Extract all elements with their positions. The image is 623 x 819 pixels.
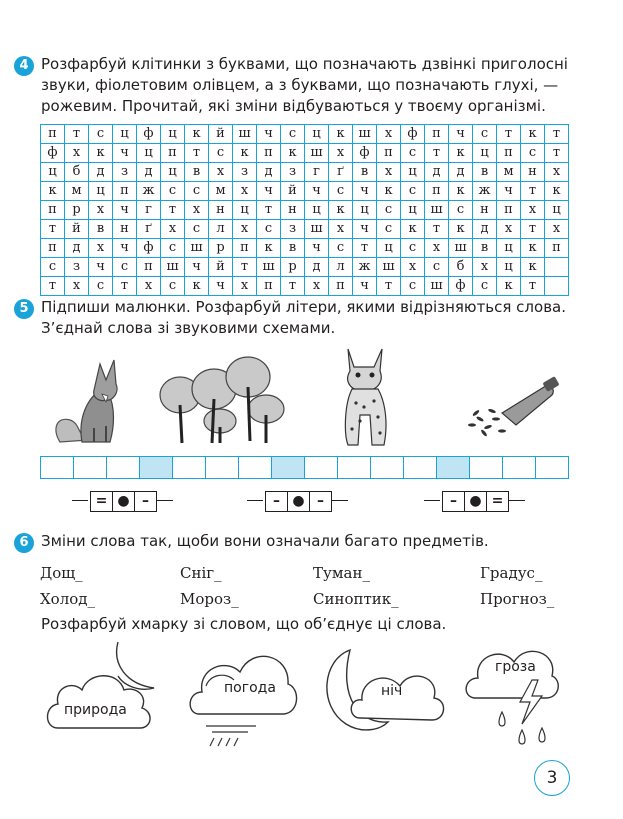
scheme-1-trailer [157,500,173,501]
letter-cell[interactable]: ч [353,182,377,201]
letter-cell[interactable]: ф [353,144,377,163]
letter-grid-row [41,163,569,182]
task-4-badge: 4 [14,56,34,76]
word-hradus: Градус_ [480,564,543,582]
letter-cell[interactable]: с [401,144,425,163]
sound-scheme-1 [90,491,157,512]
letter-box[interactable] [536,457,569,479]
letter-cell[interactable]: с [41,258,65,277]
task-6-instruction-2: Розфарбуй хмарку зі словом, що об’єднує ці слова. [41,615,447,633]
letter-cell[interactable]: с [473,125,497,144]
letter-cell[interactable]: в [473,239,497,258]
letter-cell[interactable]: п [41,125,65,144]
letter-cell[interactable]: ф [41,144,65,163]
letter-box[interactable] [338,457,371,479]
letter-cell[interactable]: т [257,201,281,220]
letter-cell[interactable]: ц [233,201,257,220]
word-dosch: Дощ_ [40,564,83,582]
letter-cell[interactable]: й [209,125,233,144]
scheme-2-cell: ● [288,492,310,511]
letter-cell[interactable]: ж [473,182,497,201]
cloud-nich-label: ніч [381,683,403,699]
scheme-1-cell: ● [113,492,135,511]
sound-scheme-3 [442,491,509,512]
letter-grid-row [41,277,569,296]
letter-cell[interactable]: с [329,182,353,201]
letter-cell[interactable]: т [497,125,521,144]
letter-cell[interactable]: п [425,125,449,144]
letter-cell[interactable]: д [89,163,113,182]
letter-cell[interactable]: ш [233,125,257,144]
letter-cell[interactable]: п [233,239,257,258]
letter-cell[interactable]: х [545,220,569,239]
letter-cell[interactable]: ч [257,182,281,201]
letter-cell[interactable]: к [449,144,473,163]
letter-cell[interactable]: т [41,277,65,296]
letter-cell[interactable]: ж [137,182,161,201]
word-snih: Сніг_ [180,564,222,582]
scheme-2-cell: – [317,493,324,509]
letter-cell[interactable]: с [161,182,185,201]
letter-cell[interactable]: ш [425,277,449,296]
letter-cell[interactable]: х [329,144,353,163]
scheme-3-cell: = [491,493,504,509]
letter-cell[interactable]: х [233,277,257,296]
letter-cell[interactable]: м [209,182,233,201]
letter-cell[interactable]: л [209,220,233,239]
task-5-instruction [41,297,566,339]
letter-cell[interactable]: д [425,163,449,182]
letter-cell[interactable]: н [473,201,497,220]
letter-cell[interactable]: к [545,182,569,201]
letter-cell[interactable]: с [161,239,185,258]
letter-cell[interactable]: с [113,258,137,277]
letter-cell[interactable]: р [209,239,233,258]
letter-grid-row [41,125,569,144]
letter-cell[interactable]: т [545,144,569,163]
task-4-line-2: звуки, фіолетовим олівцем, а з буквами, що позначають глухі, — [41,76,559,94]
letter-cell[interactable]: ц [305,125,329,144]
letter-cell[interactable]: ч [449,125,473,144]
letter-cell[interactable]: ч [185,258,209,277]
letter-cell[interactable]: п [425,182,449,201]
task-5-badge: 5 [14,299,34,319]
letter-cell[interactable]: т [521,182,545,201]
letter-cell[interactable]: к [401,220,425,239]
letter-cell[interactable]: с [89,125,113,144]
cloud-pohoda-label: погода [224,680,276,696]
letter-cell[interactable]: ш [257,258,281,277]
letter-cell[interactable]: ґ [137,220,161,239]
scheme-3-trailer [509,500,525,501]
letter-cell[interactable]: т [185,144,209,163]
letter-cell[interactable]: х [89,201,113,220]
letter-cell[interactable]: т [161,201,185,220]
letter-cell[interactable]: к [185,125,209,144]
task-4-line-1: Розфарбуй клітинки з буквами, що позначають дзвінкі приголосні [41,55,568,73]
letter-cell[interactable]: ц [353,201,377,220]
letter-cell[interactable]: з [281,163,305,182]
seeds-picture [462,375,562,439]
letter-cell[interactable]: с [209,144,233,163]
letter-cell[interactable]: ч [353,220,377,239]
task-6-badge: 6 [14,533,34,553]
letter-cell[interactable]: в [353,163,377,182]
letter-cell[interactable]: х [329,220,353,239]
letter-cell[interactable]: х [209,163,233,182]
letter-cell[interactable]: т [41,220,65,239]
letter-grid-row [41,258,569,277]
letter-cell[interactable]: т [545,125,569,144]
letter-cell[interactable]: с [401,277,425,296]
letter-cell[interactable]: к [521,239,545,258]
letter-box[interactable] [371,457,404,479]
letter-box-highlighted[interactable] [140,457,173,479]
letter-cell[interactable]: п [257,144,281,163]
letter-cell[interactable]: п [497,201,521,220]
letter-cell[interactable]: с [89,277,113,296]
letter-grid-row [41,144,569,163]
letter-cell[interactable]: п [257,277,281,296]
letter-box-highlighted[interactable] [437,457,470,479]
letter-cell[interactable]: к [233,144,257,163]
letter-box[interactable] [239,457,272,479]
letter-cell[interactable]: д [65,239,89,258]
letter-cell[interactable]: ц [377,239,401,258]
cloud-hroza[interactable] [462,640,562,750]
lynx-picture [334,345,398,449]
letter-cell[interactable]: п [161,144,185,163]
sound-scheme-2 [265,491,332,512]
letter-cell[interactable]: ж [353,258,377,277]
letter-cell[interactable]: в [281,239,305,258]
letter-cell[interactable]: х [497,220,521,239]
letter-boxes [40,456,569,479]
letter-cell[interactable]: т [377,277,401,296]
letter-cell[interactable]: с [401,239,425,258]
letter-cell[interactable] [545,258,569,277]
letter-cell[interactable]: с [521,144,545,163]
letter-cell[interactable]: п [377,144,401,163]
letter-grid [40,124,569,296]
letter-cell[interactable]: ш [305,144,329,163]
letter-cell[interactable]: с [185,182,209,201]
letter-cell[interactable]: к [185,277,209,296]
scheme-3-leader [424,500,440,501]
letter-cell[interactable]: к [329,201,353,220]
page-number: 3 [534,760,570,796]
letter-cell[interactable]: ц [161,163,185,182]
letter-cell[interactable]: к [41,182,65,201]
letter-cell[interactable]: к [521,258,545,277]
letter-cell[interactable]: с [377,220,401,239]
letter-cell[interactable]: х [521,201,545,220]
letter-cell[interactable]: с [281,125,305,144]
letter-cell[interactable]: в [185,163,209,182]
letter-cell[interactable]: ч [209,277,233,296]
letter-box[interactable] [173,457,206,479]
forest-picture [158,355,288,447]
letter-cell[interactable]: ц [497,239,521,258]
letter-cell[interactable]: ш [185,239,209,258]
letter-cell[interactable]: с [329,239,353,258]
letter-cell[interactable]: т [65,125,89,144]
letter-cell[interactable]: ш [161,258,185,277]
letter-cell[interactable]: с [401,182,425,201]
letter-cell[interactable]: п [497,144,521,163]
word-prohnoz: Прогноз_ [480,590,555,608]
letter-cell[interactable]: ч [305,239,329,258]
letter-cell[interactable]: ц [161,125,185,144]
letter-cell[interactable]: п [113,182,137,201]
letter-cell[interactable]: к [377,182,401,201]
letter-cell[interactable]: к [89,144,113,163]
letter-cell[interactable]: ч [353,277,377,296]
letter-cell[interactable]: х [401,258,425,277]
letter-cell[interactable]: х [377,125,401,144]
letter-cell[interactable]: й [281,182,305,201]
letter-cell[interactable]: х [185,201,209,220]
letter-cell[interactable]: з [113,163,137,182]
letter-cell[interactable]: ф [401,125,425,144]
letter-cell[interactable]: ц [497,258,521,277]
letter-box[interactable] [206,457,239,479]
letter-cell[interactable]: б [65,163,89,182]
letter-cell[interactable]: к [449,182,473,201]
letter-cell[interactable]: р [281,258,305,277]
letter-cell[interactable]: п [137,258,161,277]
letter-box[interactable] [305,457,338,479]
letter-cell[interactable]: м [497,163,521,182]
letter-cell[interactable]: г [305,163,329,182]
word-moroz: Мороз_ [180,590,239,608]
letter-cell[interactable]: п [545,239,569,258]
letter-cell[interactable]: н [209,201,233,220]
letter-cell[interactable]: х [65,144,89,163]
letter-box-highlighted[interactable] [272,457,305,479]
letter-cell[interactable]: ч [113,239,137,258]
cloud-pryroda[interactable] [44,636,174,736]
letter-cell[interactable]: в [89,220,113,239]
letter-cell[interactable]: ч [113,201,137,220]
letter-cell[interactable]: с [425,258,449,277]
letter-cell[interactable]: п [41,201,65,220]
letter-cell[interactable]: ф [137,239,161,258]
task-4-instruction [41,54,568,117]
scheme-3-cell: – [443,492,465,511]
letter-cell[interactable]: х [305,277,329,296]
letter-cell[interactable]: н [113,220,137,239]
letter-cell[interactable]: ш [353,125,377,144]
letter-cell[interactable] [545,277,569,296]
letter-cell[interactable]: д [257,163,281,182]
scheme-1-cell: = [91,492,113,511]
task-5-line-2: З’єднай слова зі звуковими схемами. [41,319,336,337]
scheme-2-trailer [332,500,348,501]
word-kholod: Холод_ [40,590,96,608]
scheme-2-leader [247,500,263,501]
letter-cell[interactable]: х [425,239,449,258]
scheme-1-leader [72,500,88,501]
letter-cell[interactable]: д [305,258,329,277]
letter-cell[interactable]: н [521,163,545,182]
letter-cell[interactable]: ш [377,258,401,277]
letter-box[interactable] [107,457,140,479]
letter-cell[interactable]: т [521,277,545,296]
letter-cell[interactable]: ц [305,201,329,220]
letter-cell[interactable]: т [281,277,305,296]
letter-cell[interactable]: м [65,182,89,201]
letter-cell[interactable]: ч [89,258,113,277]
letter-cell[interactable]: з [233,163,257,182]
letter-cell[interactable]: с [161,277,185,296]
letter-cell[interactable]: л [329,258,353,277]
letter-cell[interactable]: х [233,182,257,201]
letter-cell[interactable]: г [137,201,161,220]
letter-cell[interactable]: ш [305,220,329,239]
letter-cell[interactable]: п [329,277,353,296]
letter-cell[interactable]: в [473,163,497,182]
letter-cell[interactable]: х [545,163,569,182]
letter-cell[interactable]: ц [473,144,497,163]
letter-box[interactable] [74,457,107,479]
letter-cell[interactable]: с [377,201,401,220]
letter-cell[interactable]: ч [113,144,137,163]
word-synoptyk: Синоптик_ [313,590,399,608]
letter-cell[interactable]: д [473,220,497,239]
letter-grid-row [41,201,569,220]
fox-picture [50,350,140,448]
letter-cell[interactable]: ц [401,163,425,182]
letter-cell[interactable]: ч [497,182,521,201]
letter-cell[interactable]: с [185,220,209,239]
letter-cell[interactable]: с [449,201,473,220]
letter-cell[interactable]: х [473,258,497,277]
letter-cell[interactable]: с [473,277,497,296]
letter-cell[interactable]: ґ [329,163,353,182]
letter-cell[interactable]: т [521,220,545,239]
letter-boxes-row [41,457,569,479]
letter-cell[interactable]: т [425,144,449,163]
letter-cell[interactable]: з [65,258,89,277]
letter-cell[interactable]: ф [449,277,473,296]
letter-cell[interactable]: ч [305,182,329,201]
letter-cell[interactable]: д [449,163,473,182]
task-6-instruction: Зміни слова так, щоби вони означали багато предметів. [41,532,489,550]
letter-cell[interactable]: б [449,258,473,277]
letter-grid-row [41,220,569,239]
letter-cell[interactable]: к [521,125,545,144]
letter-cell[interactable]: й [209,258,233,277]
scheme-2-cell: – [266,492,288,511]
letter-cell[interactable]: х [233,220,257,239]
letter-cell[interactable]: д [137,163,161,182]
letter-cell[interactable]: с [257,220,281,239]
letter-grid-row [41,239,569,258]
letter-cell[interactable]: к [497,277,521,296]
letter-cell[interactable]: к [329,125,353,144]
cloud-pryroda-label: природа [64,702,127,718]
letter-cell[interactable]: х [161,220,185,239]
letter-box[interactable] [470,457,503,479]
letter-cell[interactable]: к [281,144,305,163]
letter-box[interactable] [503,457,536,479]
letter-cell[interactable]: й [65,220,89,239]
letter-cell[interactable]: х [137,277,161,296]
letter-cell[interactable]: х [377,163,401,182]
letter-cell[interactable]: т [113,277,137,296]
letter-box[interactable] [41,457,74,479]
letter-cell[interactable]: ф [137,125,161,144]
letter-cell[interactable]: х [89,239,113,258]
word-tuman: Туман_ [313,564,370,582]
letter-box[interactable] [404,457,437,479]
task-4-line-3: рожевим. Прочитай, які зміни відбуваються у твоєму організмі. [41,97,546,115]
scheme-3-cell: ● [465,492,487,511]
letter-cell[interactable]: т [233,258,257,277]
letter-cell[interactable]: ш [425,201,449,220]
letter-cell[interactable]: ц [401,201,425,220]
scheme-1-cell: – [142,493,149,509]
letter-cell[interactable]: ц [89,182,113,201]
letter-cell[interactable]: ч [257,125,281,144]
letter-grid-row [41,182,569,201]
letter-cell[interactable]: ш [449,239,473,258]
letter-cell[interactable]: ц [545,201,569,220]
letter-cell[interactable]: ц [113,125,137,144]
letter-cell[interactable]: з [281,220,305,239]
letter-cell[interactable]: р [65,201,89,220]
letter-cell[interactable]: х [65,277,89,296]
letter-cell[interactable]: т [425,220,449,239]
letter-cell[interactable]: ц [41,163,65,182]
task-5-line-1: Підпиши малюнки. Розфарбуй літери, якими відрізняються слова. [41,298,566,316]
letter-cell[interactable]: т [353,239,377,258]
letter-cell[interactable]: к [257,239,281,258]
letter-cell[interactable]: н [281,201,305,220]
letter-cell[interactable]: к [449,220,473,239]
cloud-hroza-label: гроза [495,659,536,675]
letter-cell[interactable]: ц [137,144,161,163]
letter-cell[interactable]: п [41,239,65,258]
